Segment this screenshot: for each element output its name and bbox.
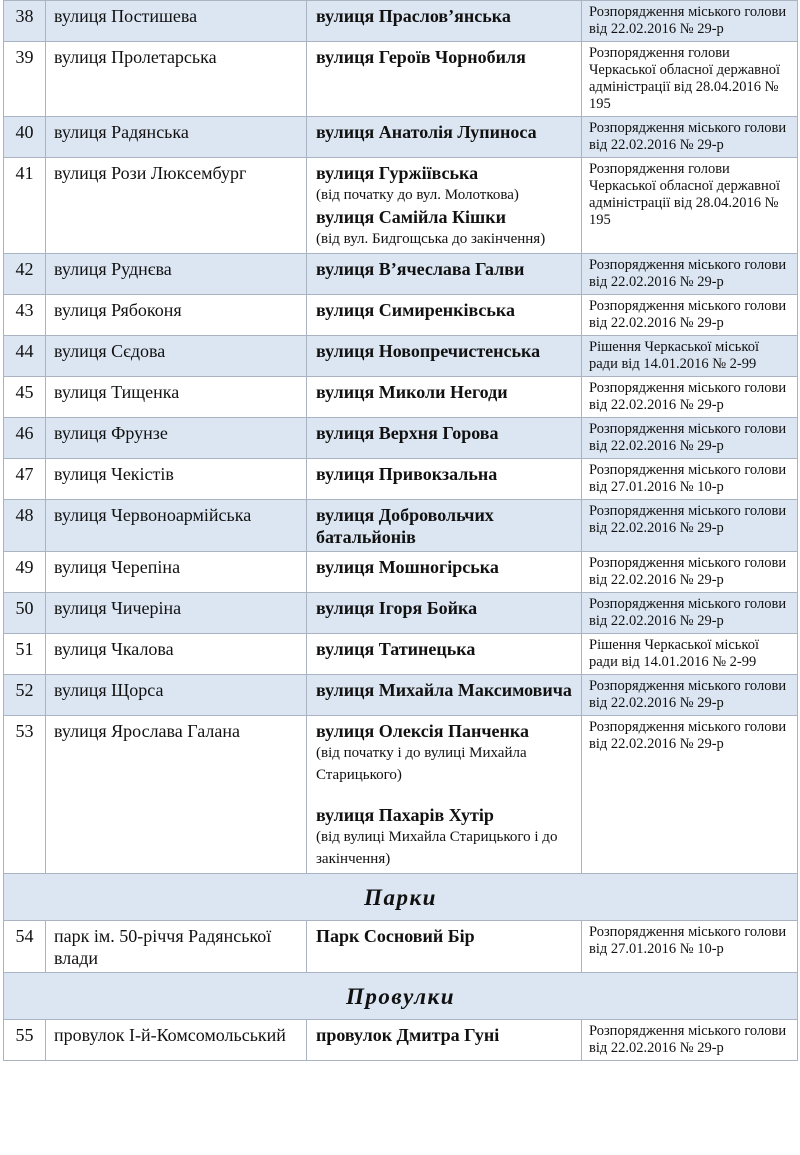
new-name-text: вулиця Верхня Горова: [316, 423, 499, 443]
new-name-cell: [307, 42, 582, 117]
lanes-table-body: [4, 1020, 798, 1061]
decision-document-cell: Розпорядження міського голови від 22.02.2016 № 29-р: [582, 418, 798, 459]
decision-document-cell: Розпорядження міського голови від 22.02.2016 № 29-р: [582, 117, 798, 158]
new-name-text: вулиця Ігоря Бойка: [316, 598, 478, 618]
row-number: 54: [4, 921, 46, 973]
new-name-cell: [307, 1, 582, 42]
new-name-text: вулиця Привокзальна: [316, 464, 498, 484]
new-name-cell: [307, 377, 582, 418]
row-number: 42: [4, 254, 46, 295]
section-title-parks: Парки: [4, 874, 798, 921]
old-name-cell: вулиця Рябоконя: [46, 295, 307, 336]
row-number: 45: [4, 377, 46, 418]
new-name-text: вулиця Олексія Панченка: [316, 721, 529, 741]
decision-document-cell: Розпорядження голови Черкаської обласної державної адміністрації від 28.04.2016 № 195: [582, 158, 798, 254]
table-row: [4, 593, 798, 634]
new-name-text: вулиця Татинецька: [316, 639, 476, 659]
table-row: [4, 117, 798, 158]
new-name-text: вулиця Анатолія Лупиноса: [316, 122, 537, 142]
table-row: [4, 1020, 798, 1061]
old-name-cell: вулиця Чкалова: [46, 634, 307, 675]
new-name-cell: [307, 254, 582, 295]
new-name-text: вулиця Новопречистенська: [316, 341, 541, 361]
new-name-text: вулиця Добровольчих батальйонів: [316, 505, 494, 547]
decision-document-cell: Розпорядження міського голови від 22.02.2016 № 29-р: [582, 295, 798, 336]
table-row: [4, 295, 798, 336]
new-name-text: вулиця Самійла Кішки: [316, 207, 506, 227]
new-name-cell: [307, 336, 582, 377]
row-number: 39: [4, 42, 46, 117]
decision-document-cell: Розпорядження міського голови від 22.02.2016 № 29-р: [582, 675, 798, 716]
new-name-text: вулиця Симиренківська: [316, 300, 516, 320]
section-header-row: [4, 973, 798, 1020]
table-row: [4, 1, 798, 42]
spacer: [316, 786, 575, 804]
renaming-document-page: [3, 0, 797, 1061]
table-row: [4, 675, 798, 716]
new-name-text: вулиця Пахарів Хутір: [316, 805, 494, 825]
decision-document-cell: Розпорядження міського голови від 27.01.2016 № 10-р: [582, 459, 798, 500]
row-number: 50: [4, 593, 46, 634]
new-name-text: вулиця В’ячеслава Галви: [316, 259, 525, 279]
row-number: 38: [4, 1, 46, 42]
new-name-text: вулиця Гуржіївська: [316, 163, 479, 183]
old-name-cell: провулок І-й-Комсомольський: [46, 1020, 307, 1061]
new-name-cell: [307, 295, 582, 336]
old-name-cell: вулиця Червоноармійська: [46, 500, 307, 552]
new-name-cell: [307, 418, 582, 459]
decision-document-cell: Розпорядження міського голови від 22.02.2016 № 29-р: [582, 500, 798, 552]
new-name-text: вулиця Праслов’янська: [316, 6, 511, 26]
table-row: [4, 459, 798, 500]
row-number: 48: [4, 500, 46, 552]
new-name-cell: [307, 593, 582, 634]
decision-document-cell: Розпорядження міського голови від 22.02.2016 № 29-р: [582, 1020, 798, 1061]
new-name-text: вулиця Миколи Негоди: [316, 382, 508, 402]
table-row: [4, 158, 798, 254]
decision-document-cell: Розпорядження міського голови від 22.02.2016 № 29-р: [582, 254, 798, 295]
old-name-cell: вулиця Рози Люксембург: [46, 158, 307, 254]
new-name-cell: [307, 1020, 582, 1061]
lanes-section: [4, 973, 798, 1020]
new-name-cell: [307, 500, 582, 552]
new-name-note: (від початку до вул. Молоткова): [316, 187, 519, 203]
parks-table-body: [4, 921, 798, 973]
old-name-cell: вулиця Чекістів: [46, 459, 307, 500]
table-row: [4, 552, 798, 593]
new-name-note: (від початку і до вулиці Михайла Старицького): [316, 745, 527, 783]
parks-section: [4, 874, 798, 921]
table-row: [4, 336, 798, 377]
new-name-text: вулиця Мошногірська: [316, 557, 499, 577]
section-title-lanes: Провулки: [4, 973, 798, 1020]
decision-document-cell: Розпорядження міського голови від 22.02.2016 № 29-р: [582, 1, 798, 42]
row-number: 46: [4, 418, 46, 459]
section-header-row: [4, 874, 798, 921]
table-row: [4, 500, 798, 552]
table-row: [4, 377, 798, 418]
row-number: 55: [4, 1020, 46, 1061]
renaming-table: [3, 0, 798, 1061]
old-name-cell: вулиця Тищенка: [46, 377, 307, 418]
decision-document-cell: Розпорядження міського голови від 27.01.2016 № 10-р: [582, 921, 798, 973]
old-name-cell: вулиця Постишева: [46, 1, 307, 42]
streets-table-body: [4, 1, 798, 874]
table-row: [4, 716, 798, 874]
new-name-cell: [307, 921, 582, 973]
new-name-cell: [307, 117, 582, 158]
old-name-cell: вулиця Пролетарська: [46, 42, 307, 117]
old-name-cell: вулиця Сєдова: [46, 336, 307, 377]
new-name-cell: [307, 158, 582, 254]
old-name-cell: парк ім. 50-річчя Радянської влади: [46, 921, 307, 973]
old-name-cell: вулиця Ярослава Галана: [46, 716, 307, 874]
decision-document-cell: Розпорядження міського голови від 22.02.2016 № 29-р: [582, 552, 798, 593]
table-row: [4, 254, 798, 295]
row-number: 53: [4, 716, 46, 874]
table-row: [4, 921, 798, 973]
decision-document-cell: Розпорядження міського голови від 22.02.2016 № 29-р: [582, 377, 798, 418]
decision-document-cell: Розпорядження міського голови від 22.02.2016 № 29-р: [582, 593, 798, 634]
old-name-cell: вулиця Щорса: [46, 675, 307, 716]
old-name-cell: вулиця Черепіна: [46, 552, 307, 593]
new-name-cell: [307, 716, 582, 874]
decision-document-cell: Розпорядження міського голови від 22.02.2016 № 29-р: [582, 716, 798, 874]
old-name-cell: вулиця Фрунзе: [46, 418, 307, 459]
new-name-text: вулиця Михайла Максимовича: [316, 680, 572, 700]
new-name-text: Парк Сосновий Бір: [316, 926, 475, 946]
row-number: 40: [4, 117, 46, 158]
table-row: [4, 42, 798, 117]
decision-document-cell: Розпорядження голови Черкаської обласної державної адміністрації від 28.04.2016 № 195: [582, 42, 798, 117]
decision-document-cell: Рішення Черкаської міської ради від 14.01.2016 № 2-99: [582, 336, 798, 377]
row-number: 44: [4, 336, 46, 377]
new-name-cell: [307, 634, 582, 675]
table-row: [4, 418, 798, 459]
row-number: 41: [4, 158, 46, 254]
new-name-cell: [307, 552, 582, 593]
row-number: 49: [4, 552, 46, 593]
old-name-cell: вулиця Руднєва: [46, 254, 307, 295]
new-name-note: (від вул. Бидгощська до закінчення): [316, 231, 546, 247]
decision-document-cell: Рішення Черкаської міської ради від 14.01.2016 № 2-99: [582, 634, 798, 675]
new-name-cell: [307, 459, 582, 500]
new-name-note: (від вулиці Михайла Старицького і до закінчення): [316, 829, 558, 867]
row-number: 52: [4, 675, 46, 716]
old-name-cell: вулиця Радянська: [46, 117, 307, 158]
new-name-cell: [307, 675, 582, 716]
old-name-cell: вулиця Чичеріна: [46, 593, 307, 634]
row-number: 47: [4, 459, 46, 500]
table-row: [4, 634, 798, 675]
new-name-text: провулок Дмитра Гуні: [316, 1025, 500, 1045]
row-number: 51: [4, 634, 46, 675]
new-name-text: вулиця Героїв Чорнобиля: [316, 47, 526, 67]
row-number: 43: [4, 295, 46, 336]
